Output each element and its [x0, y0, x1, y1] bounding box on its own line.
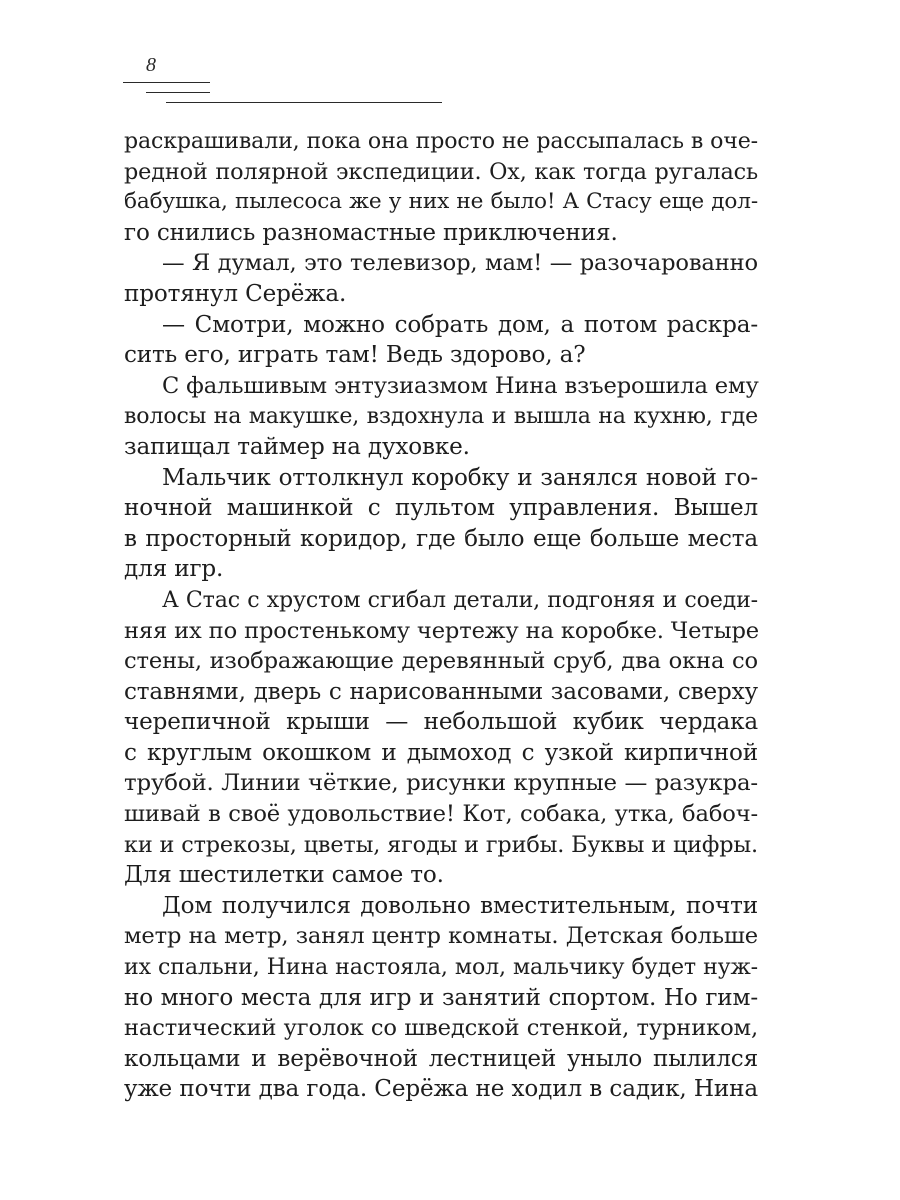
- text-line: го снились разномастные приключения.: [124, 219, 618, 246]
- text-line: сить его, играть там! Ведь здорово, а?: [124, 342, 586, 369]
- text-line: редной полярной экспедиции. Ох, как тогда ругалась: [124, 158, 758, 185]
- text-line: Для шестилетки самое то.: [124, 862, 444, 889]
- text-line: для игр.: [124, 556, 224, 583]
- text-line: но много места для игр и занятий спортом. Но гим-: [124, 984, 758, 1011]
- text-line: черепичной крыши — небольшой кубик чердака: [124, 709, 758, 736]
- text-line: — Смотри, можно собрать дом, а потом раскра-: [162, 311, 758, 338]
- text-line: в просторный коридор, где было еще больше места: [124, 525, 758, 552]
- text-line: кольцами и верёвочной лестницей уныло пылился: [124, 1045, 758, 1072]
- text-line: с круглым окошком и дымоход с узкой кирпичной: [124, 739, 758, 766]
- text-line: запищал таймер на духовке.: [124, 433, 470, 460]
- text-line: Мальчик оттолкнул коробку и занялся новой го-: [162, 464, 758, 491]
- text-line: А Стас с хрустом сгибал детали, подгоняя и соеди-: [162, 586, 758, 613]
- text-line: трубой. Линии чёткие, рисунки крупные — разукра-: [124, 770, 758, 797]
- text-line: настический уголок со шведской стенкой, турником,: [124, 1015, 758, 1042]
- text-line: ставнями, дверь с нарисованными засовами, сверху: [124, 678, 758, 705]
- page-header: [0, 0, 900, 120]
- text-line: ночной машинкой с пультом управления. Вышел: [124, 495, 758, 522]
- text-line: метр на метр, занял центр комнаты. Детская больше: [124, 923, 758, 950]
- header-rule: [166, 102, 442, 103]
- text-line: С фальшивым энтузиазмом Нина взъерошила ему: [162, 372, 759, 399]
- text-line: протянул Серёжа.: [124, 280, 347, 307]
- text-line: — Я думал, это телевизор, мам! — разочарованно: [162, 250, 758, 277]
- header-rule: [146, 92, 210, 93]
- text-line: ки и стрекозы, цветы, ягоды и грибы. Буквы и цифры.: [124, 831, 758, 858]
- page-number: 8: [146, 54, 156, 76]
- text-line: стены, изображающие деревянный сруб, два окна со: [124, 648, 758, 675]
- text-line: Дом получился довольно вместительным, почти: [162, 892, 758, 919]
- text-line: раскрашивали, пока она просто не рассыпалась в оче-: [124, 128, 758, 154]
- body-text: [124, 126, 758, 1105]
- header-rule: [123, 82, 210, 83]
- text-line: бабушка, пылесоса же у них не было! А Стасу еще дол-: [124, 189, 758, 215]
- text-line: их спальни, Нина настояла, мол, мальчику будет нуж-: [124, 954, 758, 981]
- text-line: волосы на макушке, вздохнула и вышла на кухню, где: [124, 403, 758, 430]
- text-line: уже почти два года. Серёжа не ходил в садик, Нина: [124, 1076, 758, 1103]
- text-line: няя их по простенькому чертежу на коробке. Четыре: [124, 617, 760, 644]
- text-line: шивай в своё удовольствие! Кот, собака, утка, бабоч-: [124, 801, 758, 828]
